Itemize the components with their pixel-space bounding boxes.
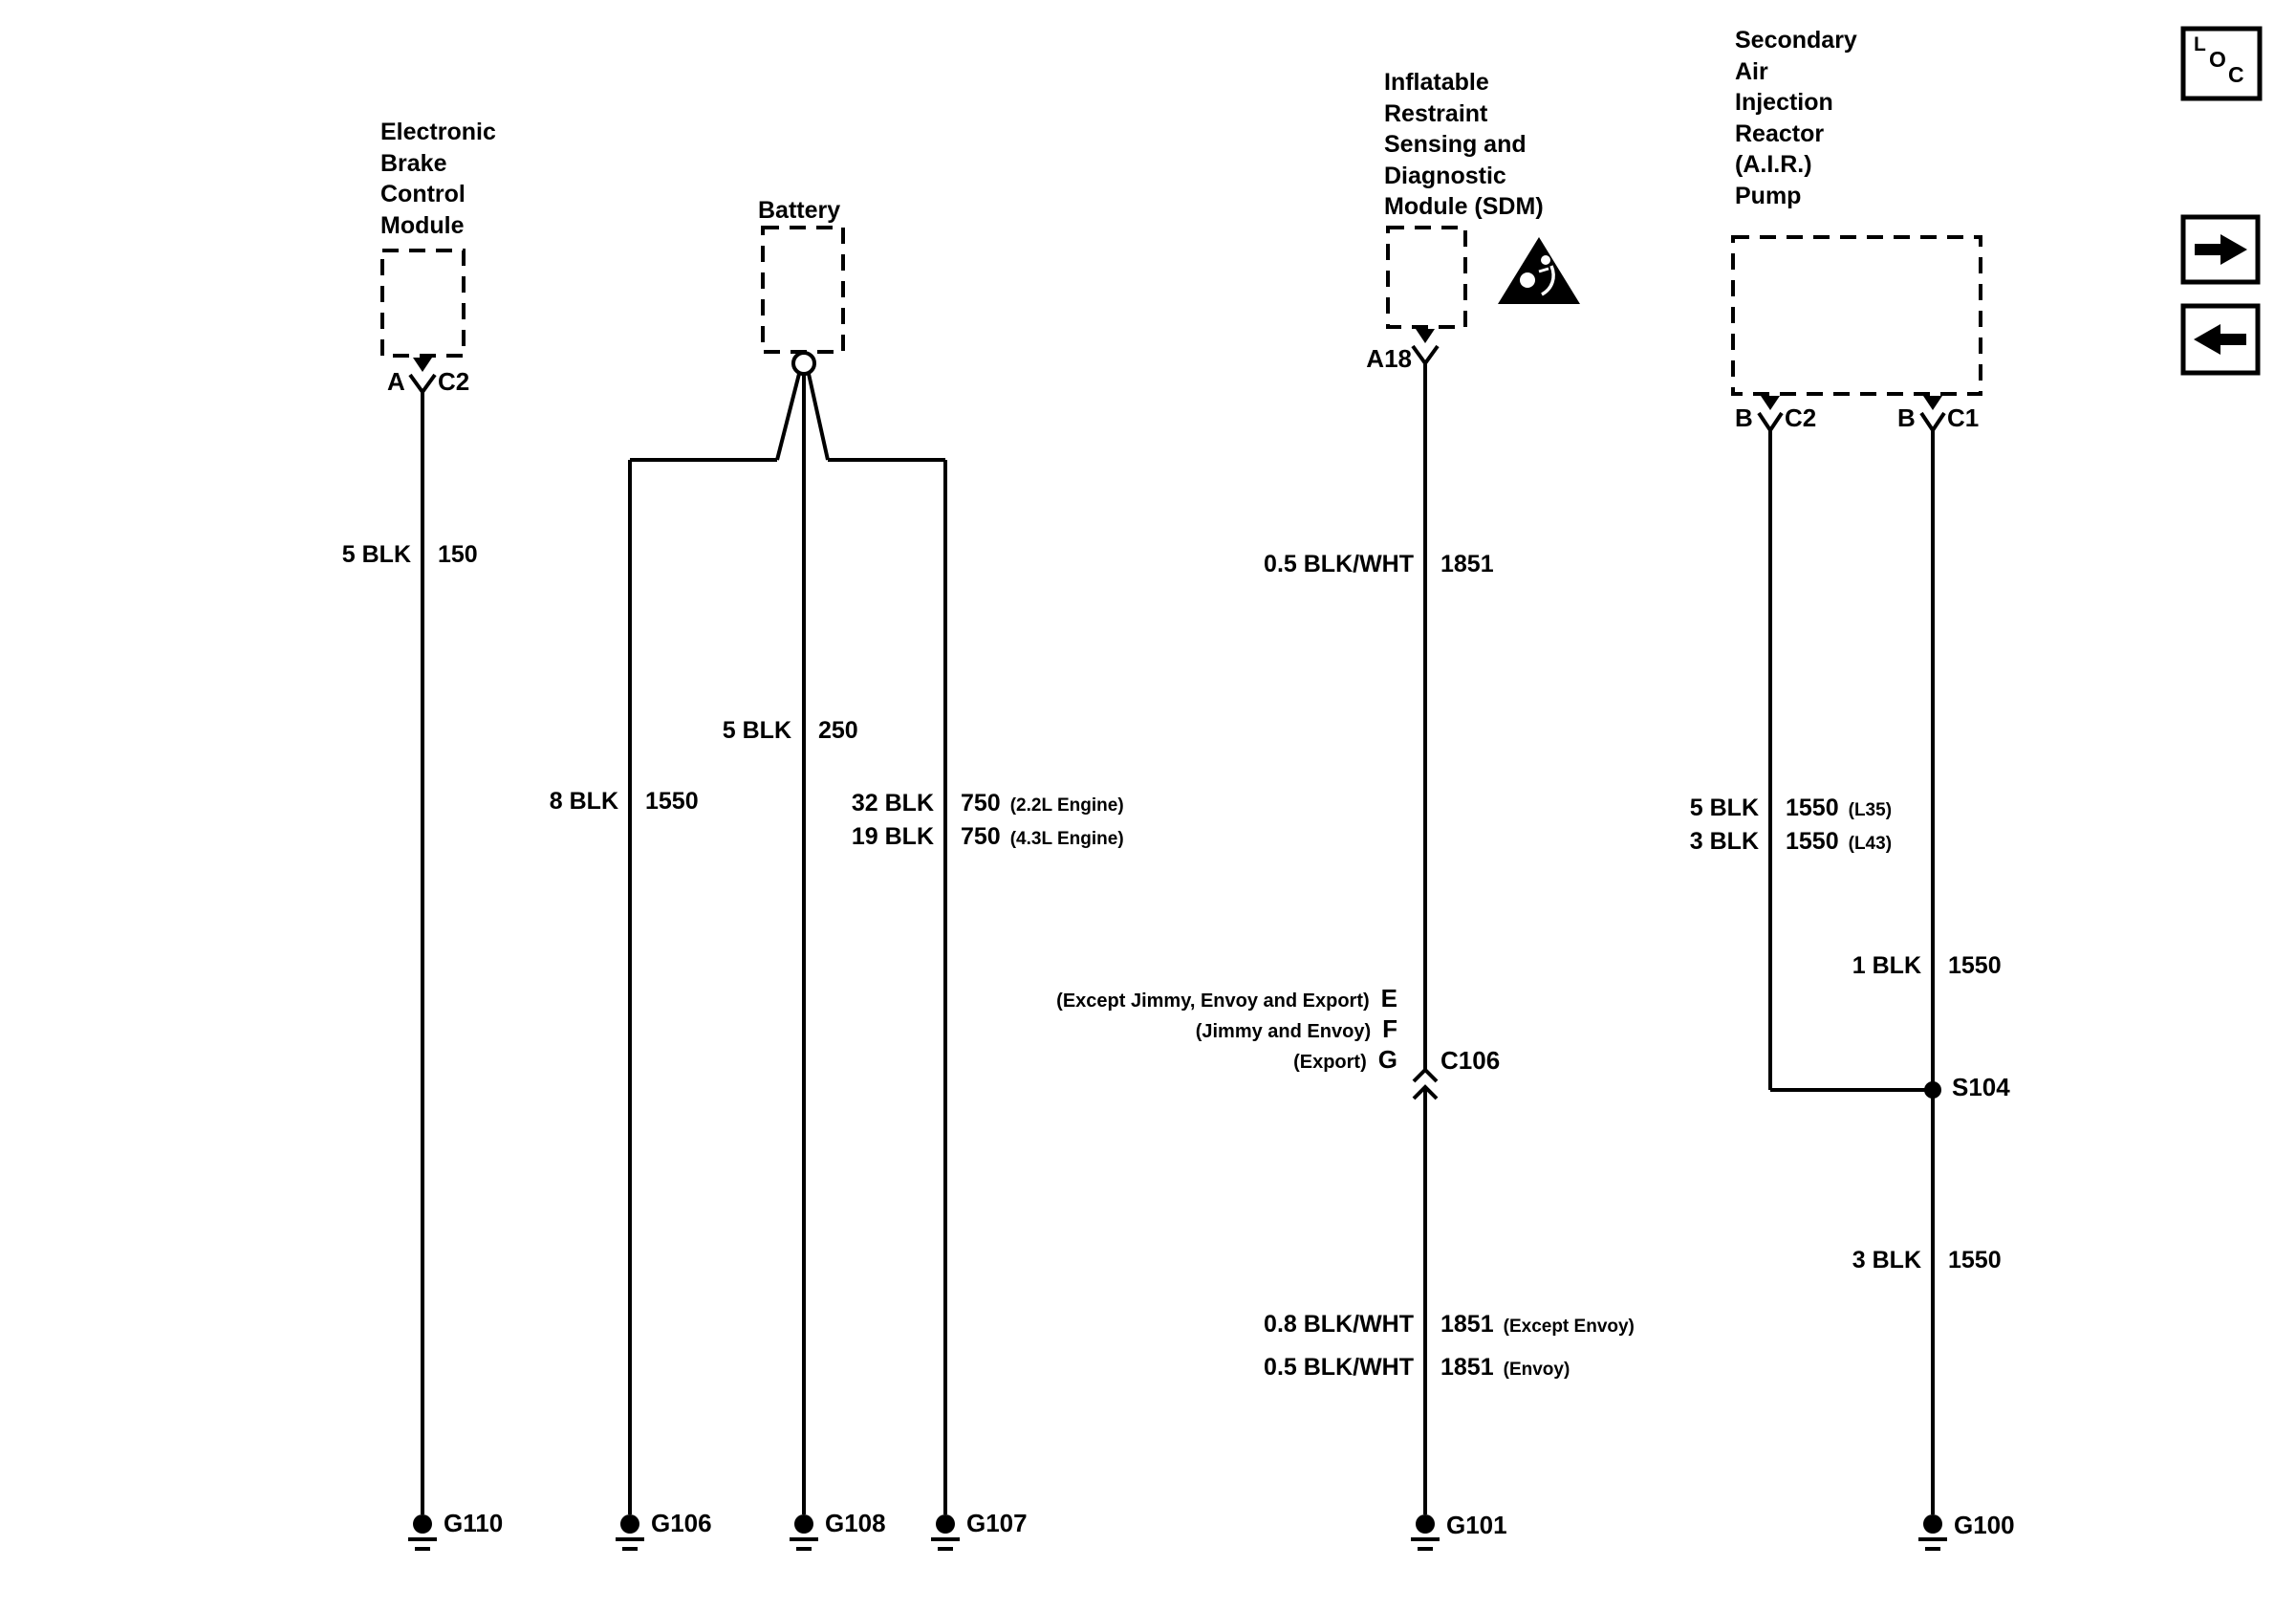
- air-pump-left-pin-connector-icon: [1759, 396, 1782, 430]
- c106-pin-row: [1293, 1045, 1397, 1075]
- c106-pin-row: [1196, 1014, 1397, 1044]
- loc-letter-c: C: [2228, 62, 2244, 87]
- c106-pin-letter: E: [1380, 984, 1397, 1012]
- sdm-title-line: Sensing and: [1384, 131, 1527, 158]
- ground-symbol-g110: [408, 1514, 437, 1551]
- battery-ground-wires: [630, 374, 945, 1514]
- airbag-warning-icon: [1498, 237, 1580, 304]
- air-pump-title-line: Secondary: [1735, 27, 1857, 54]
- wire-circuit-label: 750: [961, 790, 1001, 816]
- ground-label-g110: G110: [444, 1509, 504, 1537]
- battery-component-box: [763, 228, 843, 352]
- wire-circuit-row: [961, 792, 1124, 816]
- air-pump-component-box: [1733, 237, 1981, 394]
- battery-title: Battery: [758, 197, 841, 224]
- wire-qualifier-label: (Except Envoy): [1503, 1317, 1635, 1337]
- air-left-pin-label: B: [1735, 403, 1753, 432]
- wire-qualifier-label: (2.2L Engine): [1009, 795, 1124, 816]
- wire-gauge-label: 0.5 BLK/WHT: [1264, 551, 1414, 577]
- sdm-pin-connector-icon: [1413, 329, 1438, 363]
- air-pump-title-line: (A.I.R.): [1735, 151, 1812, 178]
- wire-qualifier-label: (Envoy): [1503, 1360, 1570, 1380]
- sdm-component-box: [1388, 228, 1465, 327]
- ebcm-pin-label: A: [387, 367, 405, 396]
- ground-symbol-g106: [616, 1514, 644, 1551]
- wire-circuit-label: 1550: [1786, 828, 1839, 855]
- ebcm-title: [380, 117, 496, 241]
- battery-terminal-circle: [793, 353, 814, 374]
- air-pump-title-line: Air: [1735, 57, 1768, 85]
- wire-circuit-label: 750: [961, 823, 1001, 850]
- ground-symbol-g100: [1918, 1514, 1947, 1551]
- ground-symbol-g108: [790, 1514, 818, 1551]
- wire-gauge-label: 3 BLK: [1689, 828, 1759, 855]
- wire-gauge-label: 8 BLK: [549, 788, 618, 815]
- wire-gauge-label: 1 BLK: [1852, 952, 1921, 979]
- sdm-title: [1384, 67, 1544, 223]
- wire-gauge-label: 0.5 BLK/WHT: [1264, 1354, 1414, 1381]
- wire-circuit-label: 250: [818, 717, 858, 744]
- wire-circuit-row: [1786, 830, 1892, 855]
- c106-pin-qualifier: (Export): [1293, 1052, 1367, 1073]
- wire-circuit-row: [1786, 796, 1892, 821]
- wire-gauge-label: 5 BLK: [1689, 795, 1759, 821]
- sdm-title-line: Diagnostic: [1384, 162, 1506, 189]
- wire-circuit-label: 1550: [645, 788, 699, 815]
- c106-pin-row: [1056, 984, 1397, 1013]
- air-pump-title-line: Injection: [1735, 89, 1833, 116]
- sdm-title-line: Restraint: [1384, 99, 1488, 127]
- ebcm-title-line: Module: [380, 211, 465, 239]
- ebcm-connector-label: C2: [438, 367, 470, 396]
- splice-s104-dot: [1924, 1081, 1941, 1099]
- wire-qualifier-label: (L35): [1848, 800, 1893, 820]
- ground-symbol-g101: [1411, 1514, 1440, 1551]
- c106-pin-qualifier: (Except Jimmy, Envoy and Export): [1056, 991, 1370, 1012]
- loc-letter-l: L: [2194, 33, 2206, 55]
- air-pump-right-pin-connector-icon: [1921, 396, 1944, 430]
- air-left-connector-label: C2: [1785, 403, 1817, 432]
- ground-label-g106: G106: [651, 1509, 712, 1537]
- c106-connector-label: C106: [1440, 1046, 1501, 1075]
- air-right-pin-label: B: [1897, 403, 1916, 432]
- air-pump-title-line: Reactor: [1735, 120, 1825, 147]
- ebcm-pin-connector-icon: [410, 358, 435, 392]
- wire-circuit-label: 1851: [1440, 1311, 1494, 1338]
- air-pump-title: [1735, 25, 1857, 211]
- wire-circuit-label: 1851: [1440, 1354, 1494, 1381]
- wire-circuit-label: 1851: [1440, 551, 1494, 577]
- sdm-title-line: Module (SDM): [1384, 193, 1544, 220]
- wire-gauge-label: 5 BLK: [341, 541, 411, 568]
- ground-label-g100: G100: [1954, 1511, 2015, 1539]
- sdm-title-line: Inflatable: [1384, 69, 1489, 96]
- wire-gauge-label: 19 BLK: [851, 823, 934, 850]
- wire-circuit-row: [1440, 1313, 1635, 1338]
- wire-gauge-label: 5 BLK: [722, 717, 791, 744]
- air-pump-title-line: Pump: [1735, 182, 1802, 209]
- wire-gauge-label: 0.8 BLK/WHT: [1264, 1311, 1414, 1338]
- next-page-button[interactable]: [2183, 217, 2258, 282]
- c106-pin-letter: F: [1382, 1014, 1397, 1043]
- loc-button[interactable]: [2183, 29, 2260, 98]
- loc-letter-o: O: [2209, 47, 2226, 72]
- wire-circuit-label: 1550: [1786, 795, 1839, 821]
- ebcm-title-line: Electronic: [380, 119, 496, 145]
- wire-circuit-row: [961, 825, 1124, 850]
- wire-gauge-label: 3 BLK: [1852, 1247, 1921, 1274]
- wire-circuit-row: [1440, 1356, 1570, 1381]
- ebcm-component-box: [382, 250, 464, 356]
- ebcm-title-line: Brake: [380, 149, 447, 177]
- air-right-connector-label: C1: [1947, 403, 1980, 432]
- ground-label-g101: G101: [1446, 1511, 1507, 1539]
- wire-qualifier-label: (4.3L Engine): [1009, 829, 1124, 849]
- ground-symbol-g107: [931, 1514, 960, 1551]
- ebcm-title-line: Control: [380, 181, 466, 207]
- ground-label-g108: G108: [825, 1509, 886, 1537]
- ground-label-g107: G107: [966, 1509, 1028, 1537]
- wire-qualifier-label: (L43): [1848, 834, 1893, 854]
- wire-circuit-label: 150: [438, 541, 478, 568]
- wire-gauge-label: 32 BLK: [851, 790, 934, 816]
- prev-page-button[interactable]: [2183, 306, 2258, 373]
- wire-circuit-label: 1550: [1948, 1247, 2002, 1274]
- wire-circuit-label: 1550: [1948, 952, 2002, 979]
- c106-pin-letter: G: [1377, 1045, 1397, 1074]
- sdm-pin-label: A18: [1366, 344, 1412, 373]
- splice-s104-label: S104: [1952, 1073, 2010, 1101]
- c106-pin-qualifier: (Jimmy and Envoy): [1195, 1021, 1372, 1042]
